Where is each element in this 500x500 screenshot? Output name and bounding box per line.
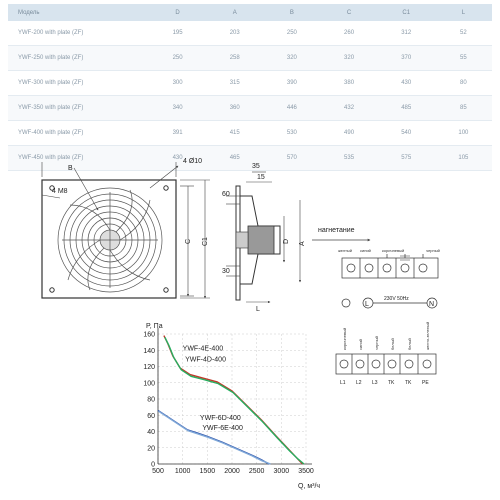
table-cell-value: 55 [435, 46, 492, 71]
wire-label-pe: желто-зеленый [425, 321, 430, 350]
label-a: A [299, 241, 306, 246]
x-tick-label: 2000 [224, 468, 240, 475]
label-b: B [68, 165, 73, 172]
wire-label-yellow: желтый [338, 248, 353, 253]
table-cell-value: 320 [320, 46, 377, 71]
dim-15: 15 [257, 174, 265, 181]
label-c: C [185, 238, 192, 244]
supply-voltage: 230V 50Hz [384, 296, 409, 302]
terminal-tk1: TK [388, 380, 395, 386]
dim-60: 60 [222, 191, 230, 198]
side-view [222, 163, 306, 313]
table-cell-value: 105 [435, 146, 492, 171]
wire-label-l2: синий [358, 339, 363, 350]
table-cell-value: 300 [149, 71, 206, 96]
terminal-l3: L3 [372, 380, 378, 386]
table-cell-value: 535 [320, 146, 377, 171]
dim-30: 30 [222, 268, 230, 275]
col-l: L [435, 4, 492, 21]
terminal-l2: L2 [356, 380, 362, 386]
table-cell-value: 430 [149, 146, 206, 171]
series-label: YWF-6D-400 [199, 415, 241, 423]
x-tick-label: 1500 [199, 468, 216, 475]
table-cell-model: YWF-350 with plate (ZF) [8, 96, 149, 121]
terminal-block-bottom [336, 354, 436, 374]
table-cell-value: 430 [378, 71, 435, 96]
front-view [42, 158, 210, 298]
wire-label-brown: коричневый [382, 248, 405, 253]
label-c1: C1 [202, 237, 209, 246]
col-c1: C1 [378, 4, 435, 21]
table-cell-model: YWF-300 with plate (ZF) [8, 71, 149, 96]
table-cell-value: 465 [206, 146, 263, 171]
chart-ylabel: P, Па [146, 323, 163, 330]
supply-n: N [429, 301, 435, 308]
series-line-ywf-4e-400 [164, 336, 303, 464]
table-cell-value: 380 [320, 71, 377, 96]
table-cell-value: 415 [206, 121, 263, 146]
x-tick-label: 3500 [298, 468, 314, 475]
series-label: YWF-4D-400 [185, 356, 226, 364]
table-cell-value: 540 [378, 121, 435, 146]
table-cell-value: 258 [206, 46, 263, 71]
table-cell-model: YWF-200 with plate (ZF) [8, 21, 149, 46]
label-holes: 4 Ø10 [183, 158, 203, 165]
x-tick-label: 1000 [174, 468, 191, 475]
supply-l: L [365, 301, 369, 308]
mount-hole [50, 288, 54, 292]
table-cell-value: 391 [149, 121, 206, 146]
chart-xlabel: Q, м³/ч [298, 483, 321, 490]
terminal-l1: L1 [340, 380, 346, 386]
table-cell-value: 485 [378, 96, 435, 121]
motor-icon [248, 226, 274, 254]
terminal-block-top [342, 254, 438, 278]
table-cell-value: 490 [320, 121, 377, 146]
table-cell-value: 260 [320, 21, 377, 46]
table-cell-model: YWF-250 with plate (ZF) [8, 46, 149, 71]
mount-hole [164, 288, 168, 292]
x-tick-label: 2500 [248, 468, 265, 475]
col-a: A [206, 4, 263, 21]
table-cell-value: 100 [435, 121, 492, 146]
y-tick-label: 160 [143, 331, 155, 339]
table-cell-value: 250 [149, 46, 206, 71]
label-l: L [256, 306, 260, 313]
ground-icon [342, 299, 350, 307]
y-tick-label: 60 [147, 412, 155, 420]
table-cell-value: 360 [206, 96, 263, 121]
y-tick-label: 40 [147, 429, 155, 436]
table-cell-value: 575 [378, 146, 435, 171]
table-cell-value: 390 [263, 71, 320, 96]
terminal-pe: PE [422, 380, 429, 386]
wire-label-tk1: белый [390, 338, 395, 350]
y-tick-label: 100 [143, 380, 155, 388]
table-cell-value: 195 [149, 21, 206, 46]
col-c: C [320, 4, 377, 21]
table-cell-value: 570 [263, 146, 320, 171]
table-cell-value: 52 [435, 21, 492, 46]
table-cell-value: 320 [263, 46, 320, 71]
airflow-label: нагнетание [318, 227, 355, 234]
label-d: D [283, 238, 290, 244]
wire-label-tk2: белый [407, 338, 412, 350]
y-tick-label: 80 [147, 396, 155, 404]
series-label: YWF-4E-400 [182, 345, 224, 353]
table-cell-value: 432 [320, 96, 377, 121]
terminal-box [236, 232, 248, 248]
terminal-tk2: TK [405, 380, 412, 386]
table-cell-value: 312 [378, 21, 435, 46]
col-d: D [149, 4, 206, 21]
label-screws: 4 M8 [52, 188, 68, 195]
table-cell-value: 80 [435, 71, 492, 96]
y-tick-label: 20 [147, 445, 155, 453]
mount-hole [164, 186, 168, 190]
col-b: B [263, 4, 320, 21]
wiring-diagram [312, 227, 440, 386]
y-tick-label: 120 [143, 364, 155, 371]
wire-label-l1: коричневый [342, 327, 347, 350]
table-cell-value: 315 [206, 71, 263, 96]
table-cell-model: YWF-450 with plate (ZF) [8, 146, 149, 171]
fan-grille-icon [58, 188, 162, 292]
wire-label-l3: черный [374, 336, 379, 350]
table-cell-value: 370 [378, 46, 435, 71]
series-label: YWF-6E-400 [202, 424, 243, 432]
table-cell-value: 530 [263, 121, 320, 146]
wire-label-black: черный [426, 248, 440, 253]
table-cell-value: 85 [435, 96, 492, 121]
table-cell-value: 446 [263, 96, 320, 121]
wire-label-blue: синий [360, 248, 371, 253]
x-tick-label: 3000 [273, 468, 290, 475]
y-tick-label: 140 [143, 347, 155, 355]
y-tick-label: 0 [151, 461, 155, 469]
dim-35: 35 [252, 163, 260, 170]
table-cell-model: YWF-400 with plate (ZF) [8, 121, 149, 146]
table-cell-value: 203 [206, 21, 263, 46]
performance-chart [143, 323, 320, 490]
x-tick-label: 500 [152, 468, 164, 475]
table-cell-value: 250 [263, 21, 320, 46]
table-cell-value: 340 [149, 96, 206, 121]
col-model: Модель [8, 4, 149, 21]
